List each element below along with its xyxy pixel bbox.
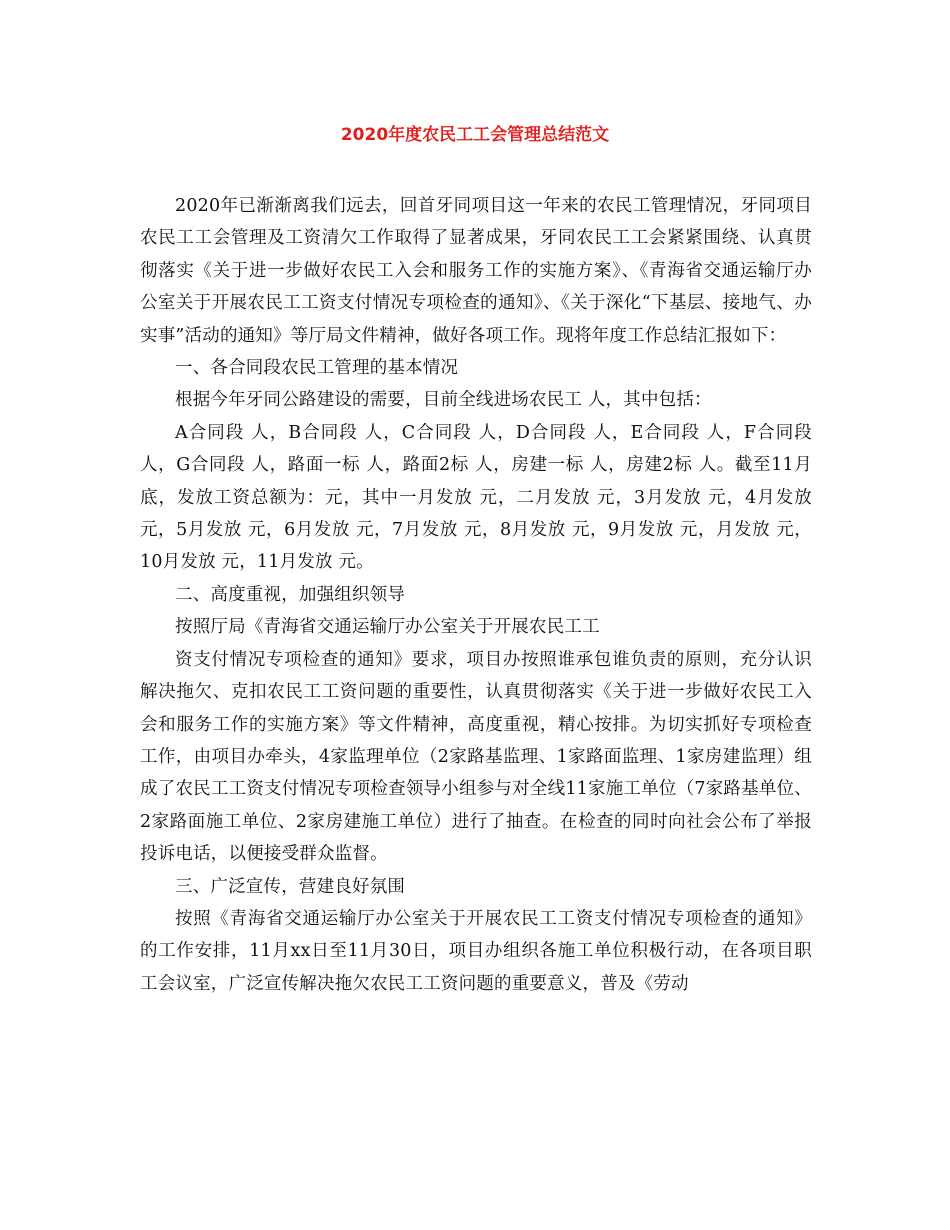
paragraph-inspection: 资支付情况专项检查的通知》要求，项目办按照谁承包谁负责的原则，充分认识解决拖欠、克扣农民工工资问题的重要性，认真贯彻落实《关于进一步做好农民工入会和服务工作的实施方案》等文件精神，高度重视，精心按排。为切实抓好专项检查工作，由项目办牵头，4家监理单位（2家路基监理、1家路面监理、1家房建监理）组成了农民工工资支付情况专项检查领导小组参与对全线11家施工单位（7家路基单位、2家路面施工单位、2家房建施工单位）进行了抽查。在检查的同时向社会公布了举报投诉电话，以便接受群众监督。 <box>140 649 812 865</box>
paragraph-contract-sections: A合同段 人，B合同段 人，C合同段 人，D合同段 人，E合同段 人，F合同段 人，G合同段 人，路面一标 人，路面2标 人，房建一标 人，房建2标 人。截至11月底，发放工资总额为：元，其中一月发放 元，二月发放 元，3月发放 元，4月发放 元，5月发放 元，6月发放 元，7月发放 元，8月发放 元，9月发放 元，月发放 元，10月发放 元，11月发放 元。 <box>140 422 812 573</box>
paragraph-intro: 2020年已渐渐离我们远去，回首牙同项目这一年来的农民工管理情况，牙同项目农民工工会管理及工资清欠工作取得了显著成果，牙同农民工工会紧紧围绕、认真贯彻落实《关于进一步做好农民工入会和服务工作的实施方案》、《青海省交通运输厅办公室关于开展农民工工资支付情况专项检查的通知》、《关于深化“下基层、接地气、办实事”活动的通知》等厅局文件精神，做好各项工作。现将年度工作总结汇报如下： <box>140 196 812 346</box>
document-title: 2020年度农民工工会管理总结范文 <box>340 125 610 145</box>
section-heading-2: 二、高度重视，加强组织领导 <box>175 584 406 605</box>
document-body <box>140 190 812 1000</box>
section-heading-3: 三、广泛宣传，营建良好氛围 <box>175 876 406 897</box>
paragraph-workers-total: 根据今年牙同公路建设的需要，目前全线进场农民工 人，其中包括： <box>175 390 712 411</box>
section-heading-1: 一、各合同段农民工管理的基本情况 <box>175 358 459 379</box>
paragraph-publicity: 按照《青海省交通运输厅办公室关于开展农民工工资支付情况专项检查的通知》的工作安排，11月xx日至11月30日，项目办组织各施工单位积极行动，在各项目职工会议室，广泛宣传解决拖欠农民工工资问题的重要意义，普及《劳动 <box>140 908 812 994</box>
paragraph-bureau-notice: 按照厅局《青海省交通运输厅办公室关于开展农民工工 <box>175 617 600 638</box>
